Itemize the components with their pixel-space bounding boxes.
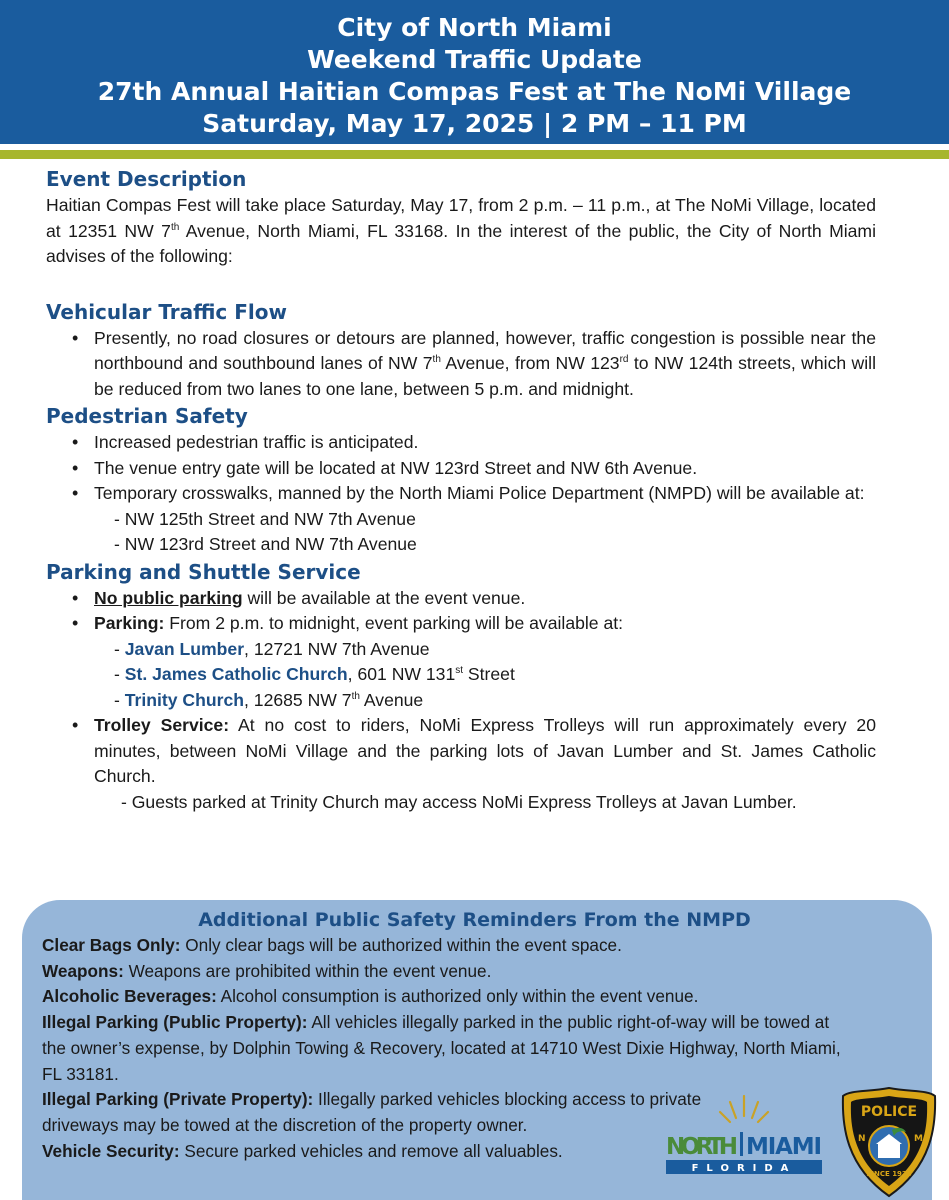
svg-text:NORTH: NORTH bbox=[666, 1134, 738, 1160]
svg-text:POLICE: POLICE bbox=[860, 1104, 918, 1120]
header-date: Saturday, May 17, 2025 | 2 PM – 11 PM bbox=[202, 109, 747, 138]
header-event: 27th Annual Haitian Compas Fest at The NoMi Village bbox=[97, 77, 852, 106]
reminder-alcohol: Alcoholic Beverages: Alcohol consumption is authorized only within the event venue. bbox=[42, 986, 699, 1007]
header-banner bbox=[0, 0, 949, 144]
pedestrian-title: Pedestrian Safety bbox=[46, 404, 248, 428]
svg-text:FLORIDA: FLORIDA bbox=[691, 1163, 797, 1174]
pedestrian-item-1: • Increased pedestrian traffic is anticipated. bbox=[74, 430, 876, 456]
vehicular-list bbox=[74, 326, 876, 403]
north-miami-logo bbox=[660, 1092, 828, 1180]
parking-lot-1: - Javan Lumber, 12721 NW 7th Avenue bbox=[114, 638, 430, 659]
main-content bbox=[46, 165, 876, 815]
parking-lot-2: - St. James Catholic Church, 601 NW 131st Street bbox=[114, 664, 515, 684]
reminder-weapons: Weapons: Weapons are prohibited within the event venue. bbox=[42, 960, 492, 981]
pedestrian-item-3: • Temporary crosswalks, manned by the North Miami Police Department (NMPD) will be available at: - NW 125th Street and NW 7th Avenue - NW 123rd Street and NW 7th Avenue bbox=[74, 481, 876, 558]
svg-text:MIAMI: MIAMI bbox=[746, 1134, 822, 1160]
svg-text:SINCE 1926: SINCE 1926 bbox=[866, 1170, 912, 1178]
parking-item-3: • Trolley Service: At no cost to riders, NoMi Express Trolleys will run approximately every 20 minutes, between NoMi Village and the parking lots of Javan Lumber and St. James Catholic Church. - Guests parked at Trinity Church may access NoMi Express Trolleys at Javan Lumber. bbox=[74, 713, 876, 815]
trolley-note: - Guests parked at Trinity Church may access NoMi Express Trolleys at Javan Lumber. bbox=[121, 791, 797, 812]
crosswalk-1: - NW 125th Street and NW 7th Avenue bbox=[114, 508, 416, 529]
divider-green bbox=[0, 150, 949, 159]
svg-text:M: M bbox=[914, 1134, 923, 1144]
police-badge-icon bbox=[840, 1086, 938, 1198]
event-description-text: Haitian Compas Fest will take place Saturday, May 17, from 2 p.m. – 11 p.m., at The NoMi Village, located at 12351 NW 7th Avenue, North Miami, FL 33168. In the interest of the public, the City of North Miami advises of the following: bbox=[46, 195, 876, 266]
crosswalk-2: - NW 123rd Street and NW 7th Avenue bbox=[114, 534, 417, 554]
parking-item-1: • No public parking will be available at the event venue. bbox=[74, 586, 876, 612]
header-update: Weekend Traffic Update bbox=[307, 45, 642, 74]
parking-lot-3: - Trinity Church, 12685 NW 7th Avenue bbox=[114, 689, 424, 710]
reminder-vehicle-security: Vehicle Security: Secure parked vehicles and remove all valuables. bbox=[42, 1140, 563, 1161]
parking-item-2: • Parking: From 2 p.m. to midnight, event parking will be available at: - Javan Lumber, 12721 NW 7th Avenue - St. James Catholic Church, 601 NW 131st Street - Trinity Church, 12685 NW 7th Avenue bbox=[74, 611, 876, 713]
svg-text:N: N bbox=[858, 1134, 866, 1144]
pedestrian-item-2: • The venue entry gate will be located at NW 123rd Street and NW 6th Avenue. bbox=[74, 456, 876, 482]
vehicular-item: • Presently, no road closures or detours are planned, however, traffic congestion is possible near the northbound and southbound lanes of NW 7th Avenue, from NW 123rd to NW 124th streets, which will be reduced from two lanes to one lane, between 5 p.m. and midnight. bbox=[74, 326, 876, 403]
vehicular-title: Vehicular Traffic Flow bbox=[46, 299, 287, 324]
reminder-clear-bags: Clear Bags Only: Only clear bags will be authorized within the event space. bbox=[42, 935, 622, 955]
event-description-title: Event Description bbox=[46, 167, 247, 191]
parking-title: Parking and Shuttle Service bbox=[46, 559, 361, 584]
pedestrian-list bbox=[74, 430, 876, 558]
reminders-title: Additional Public Safety Reminders From the NMPD bbox=[198, 909, 751, 931]
header-city: City of North Miami bbox=[337, 13, 612, 42]
reminder-public-parking: Illegal Parking (Public Property): All vehicles illegally parked in the public right-of-way will be towed at the owner’s expense, by Dolphin Towing & Recovery, located at 14710 West Dixie Highway, North Miami, FL 33181. bbox=[42, 1012, 841, 1084]
reminder-private-parking: Illegal Parking (Private Property): Illegally parked vehicles blocking access to private driveways may be towed at the discretion of the property owner. bbox=[42, 1089, 702, 1135]
parking-list bbox=[74, 586, 876, 816]
